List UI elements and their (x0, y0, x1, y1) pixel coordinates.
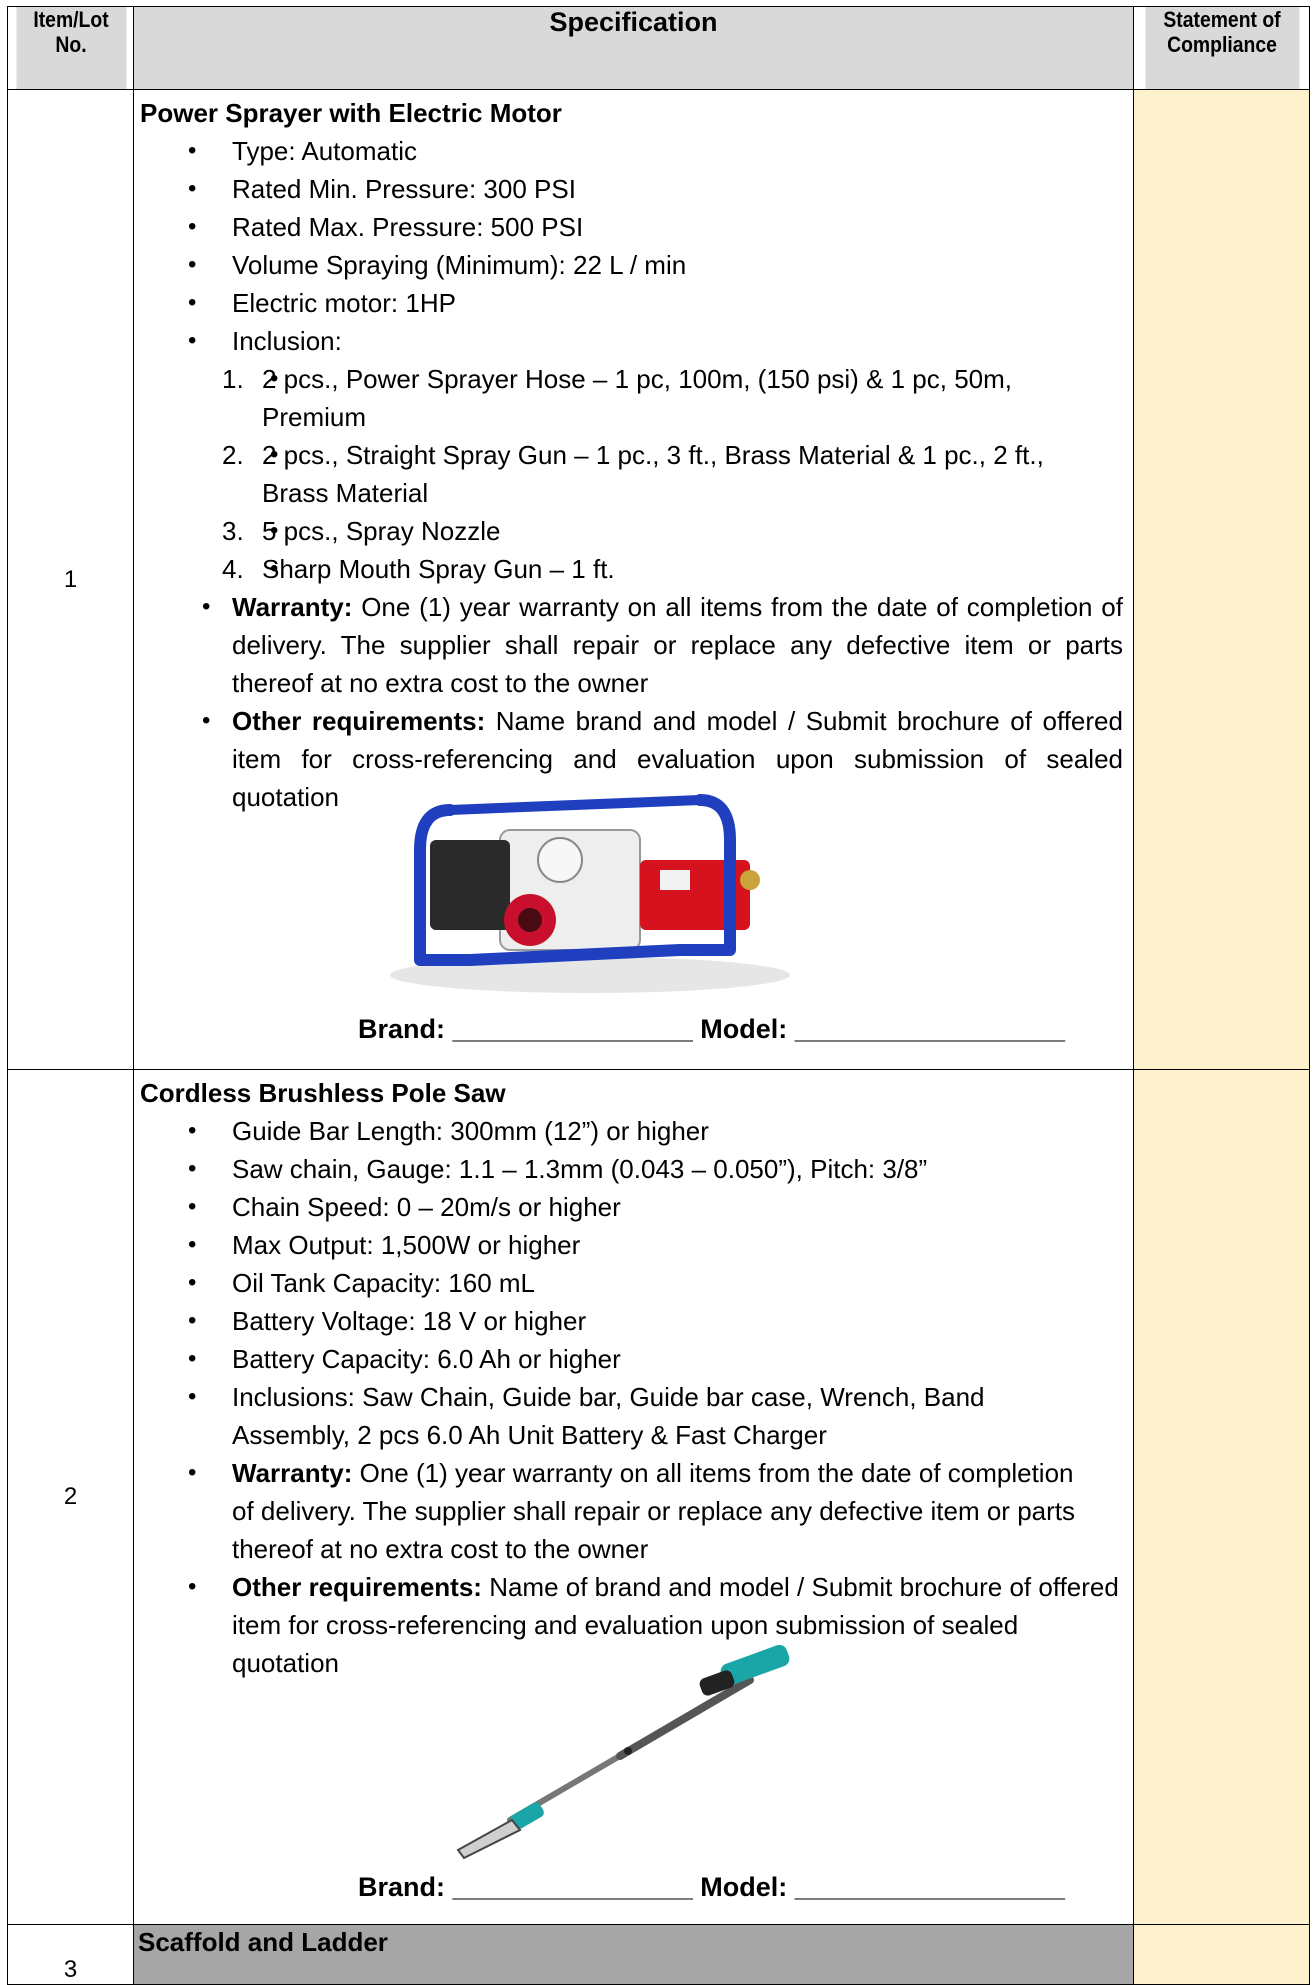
list-item: • Electric motor: 1HP (140, 284, 1127, 322)
list-item: • Rated Min. Pressure: 300 PSI (140, 170, 1127, 208)
other-requirements-text: Name of brand and model / Submit brochure of offered item for cross-referencing and evaluation upon submission of sealed quotation (232, 1572, 1119, 1678)
header-specification: Specification (134, 7, 1134, 90)
item-number: 1 (8, 90, 134, 1070)
item-number: 2 (8, 1070, 134, 1925)
list-item: • Battery Capacity: 6.0 Ah or higher (140, 1340, 1127, 1378)
list-item (140, 322, 1127, 588)
brand-model-line: Brand: ________________ Model: __________________ (358, 1014, 1066, 1044)
list-item: • Inclusions: Saw Chain, Guide bar, Guide bar case, Wrench, Band Assembly, 2 pcs 6.0 Ah Unit Battery & Fast Charger (140, 1378, 1127, 1454)
inclusion-label: Inclusion: (232, 326, 342, 356)
list-item: • Battery Voltage: 18 V or higher (140, 1302, 1127, 1340)
list-item: • Guide Bar Length: 300mm (12”) or higher (140, 1112, 1127, 1150)
header-row (8, 7, 1310, 90)
warranty-label: Warranty: (232, 592, 353, 622)
compliance-cell[interactable] (1134, 1925, 1310, 1985)
list-item: • Chain Speed: 0 – 20m/s or higher (140, 1188, 1127, 1226)
header-statement-of-compliance: Statement of Compliance (1144, 7, 1299, 90)
warranty-item (140, 588, 1127, 702)
warranty-label: Warranty: (232, 1458, 353, 1488)
list-item: • Max Output: 1,500W or higher (140, 1226, 1127, 1264)
list-item: • Rated Max. Pressure: 500 PSI (140, 208, 1127, 246)
warranty-text: One (1) year warranty on all items from the date of completion of delivery. The supplier shall repair or replace any defective item or parts thereof at no extra cost to the owner (232, 592, 1123, 698)
other-requirements-text: Name brand and model / Submit brochure of offered item for cross-referencing and evaluation upon submission of sealed quotation (232, 706, 1123, 812)
header-item-lot-no: Item/Lot No. (15, 7, 126, 90)
warranty-item (140, 1454, 1127, 1568)
list-item: • Saw chain, Gauge: 1.1 – 1.3mm (0.043 – 0.050”), Pitch: 3/8” (140, 1150, 1127, 1188)
other-requirements-label: Other requirements: (232, 1572, 482, 1602)
list-item: • Type: Automatic (140, 132, 1127, 170)
inclusion-list (222, 360, 1117, 588)
spec-list (140, 1112, 1127, 1682)
list-item: • 3. 5 pcs., Spray Nozzle (222, 512, 1103, 550)
brand-model-line: Brand: ________________ Model: __________________ (358, 1872, 1066, 1902)
other-requirements-label: Other requirements: (232, 706, 486, 736)
list-item: • 2. 2 pcs., Straight Spray Gun – 1 pc., 3 ft., Brass Material & 1 pc., 2 ft., Brass Material (222, 436, 1103, 512)
compliance-cell[interactable] (1134, 1070, 1310, 1925)
section-title: Scaffold and Ladder (134, 1925, 1134, 1985)
warranty-text: One (1) year warranty on all items from the date of completion of delivery. The supplier shall repair or replace any defective item or parts thereof at no extra cost to the owner (232, 1458, 1075, 1564)
list-item: • Oil Tank Capacity: 160 mL (140, 1264, 1127, 1302)
power-sprayer-image (360, 770, 840, 1000)
item-number: 3 (8, 1925, 134, 1985)
spec-list (140, 132, 1127, 816)
table-row (8, 1925, 1310, 1985)
list-item: • 1. 2 pcs., Power Sprayer Hose – 1 pc, 100m, (150 psi) & 1 pc, 50m, Premium (222, 360, 1103, 436)
compliance-cell[interactable] (1134, 90, 1310, 1070)
item-title: Cordless Brushless Pole Saw (140, 1078, 506, 1108)
list-item: • 4. Sharp Mouth Spray Gun – 1 ft. (222, 550, 1103, 588)
list-item: • Volume Spraying (Minimum): 22 L / min (140, 246, 1127, 284)
pole-saw-image (450, 1640, 810, 1860)
item-title: Power Sprayer with Electric Motor (140, 98, 562, 128)
